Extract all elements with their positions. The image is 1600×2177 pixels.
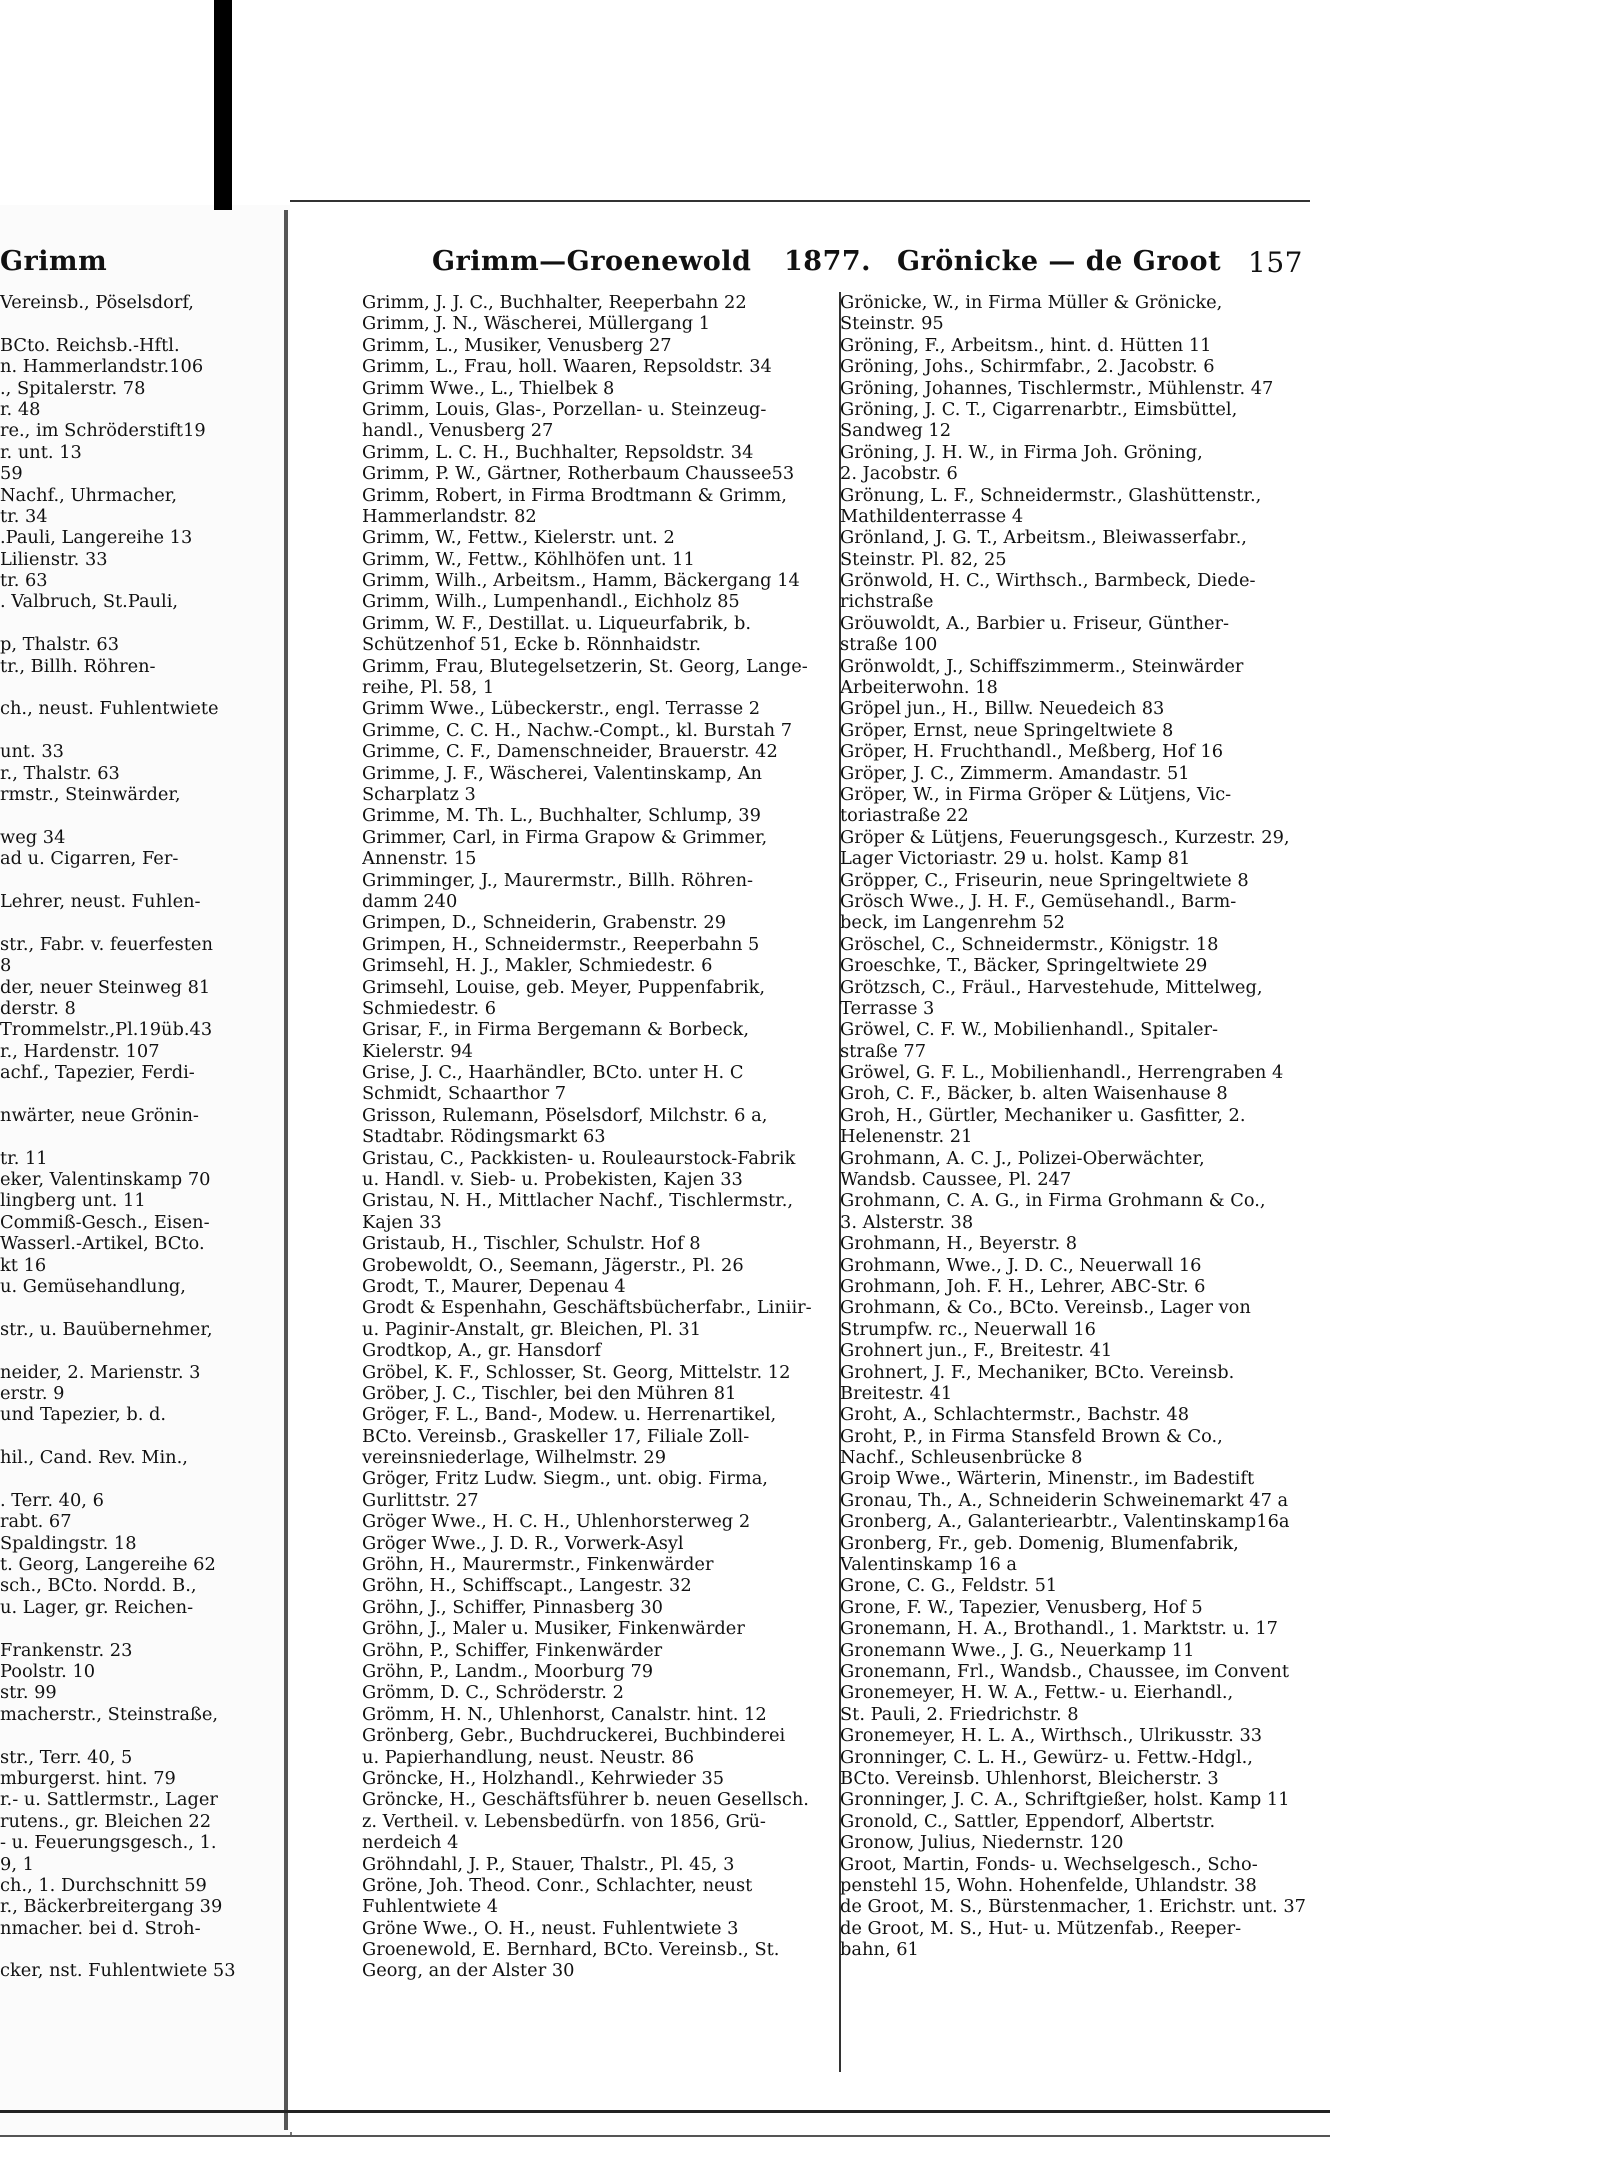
entry-line: Grimme, M. Th. L., Buchhalter, Schlump, 39 <box>362 805 761 827</box>
entry-line: Gronemeyer, H. W. A., Fettw.- u. Eierhandl., <box>840 1682 1234 1704</box>
entry-line: richstraße <box>840 591 934 613</box>
entry-line: Groh, H., Gürtler, Mechaniker u. Gasfitter, 2. <box>840 1104 1246 1126</box>
entry-line <box>0 912 282 933</box>
entry-line <box>0 1939 282 1960</box>
entry-line: r. 48 <box>0 398 41 420</box>
entry-line: rabt. 67 <box>0 1511 72 1533</box>
entry-line: u. Gemüsehandlung, <box>0 1275 186 1297</box>
entry-line: straße 100 <box>840 634 938 656</box>
entry-line: Stadtabr. Rödingsmarkt 63 <box>362 1126 606 1148</box>
running-head-year: 1877. <box>784 246 872 277</box>
entry-line: Groht, P., in Firma Stansfeld Brown & Co., <box>840 1425 1223 1447</box>
entry-line: Gröber, J. C., Tischler, bei den Mühren 81 <box>362 1382 737 1404</box>
entry-line: Frankenstr. 23 <box>0 1639 133 1661</box>
entry-line: Grohmann, Wwe., J. D. C., Neuerwall 16 <box>840 1254 1202 1276</box>
entry-line: Grimm Wwe., Lübeckerstr., engl. Terrasse 2 <box>362 698 761 720</box>
entry-line: Grösch Wwe., J. H. F., Gemüsehandl., Barm- <box>840 890 1237 912</box>
entry-line: Grimm, L., Frau, holl. Waaren, Repsoldstr. 34 <box>362 356 772 378</box>
entry-line: Grönwold, H. C., Wirthsch., Barmbeck, Diede- <box>840 570 1256 592</box>
entry-line: Gronemann, H. A., Brothandl., 1. Marktstr. u. 17 <box>840 1618 1278 1640</box>
running-head-right: Grönicke — de Groot <box>897 246 1222 277</box>
entry-line: Scharplatz 3 <box>362 783 476 805</box>
entry-line <box>0 1618 282 1639</box>
entry-line: Gröger Wwe., J. D. R., Vorwerk-Asyl <box>362 1532 684 1554</box>
entry-line: Grönicke, W., in Firma Müller & Grönicke, <box>840 292 1223 313</box>
entry-line: Grohmann, & Co., BCto. Vereinsb., Lager von <box>840 1297 1251 1319</box>
entry-line <box>0 677 282 698</box>
entry-line: Groh, C. F., Bäcker, b. alten Waisenhause 8 <box>840 1083 1228 1105</box>
entry-line: macherstr., Steinstraße, <box>0 1703 219 1725</box>
entry-line: Gronow, Julius, Niedernstr. 120 <box>840 1832 1124 1854</box>
entry-line: Gronninger, C. L. H., Gewürz- u. Fettw.-Hdgl., <box>840 1746 1253 1768</box>
entry-line: Gröper & Lütjens, Feuerungsgesch., Kurzestr. 29, <box>840 826 1290 848</box>
entry-line: sch., BCto. Nordd. B., <box>0 1575 197 1597</box>
entry-line: nerdeich 4 <box>362 1832 459 1854</box>
entry-line: r., Bäckerbreitergang 39 <box>0 1896 223 1918</box>
entry-line: Gronold, C., Sattler, Eppendorf, Albertstr. <box>840 1810 1216 1832</box>
entry-line: Gristau, N. H., Mittlacher Nachf., Tischlermstr., <box>362 1190 794 1212</box>
entry-line: str., Fabr. v. feuerfesten <box>0 933 213 955</box>
entry-line: und Tapezier, b. d. <box>0 1404 167 1426</box>
entry-line: Groeschke, T., Bäcker, Springeltwiete 29 <box>840 955 1208 977</box>
entry-line: Grohmann, A. C. J., Polizei-Oberwächter, <box>840 1147 1205 1169</box>
left-running-head: Grimm <box>0 246 108 277</box>
entry-line: Gröger, Fritz Ludw. Siegm., unt. obig. Firma, <box>362 1468 768 1490</box>
entry-line: Grisson, Rulemann, Pöselsdorf, Milchstr. 6 a, <box>362 1104 768 1126</box>
entry-line: nwärter, neue Grönin- <box>0 1104 199 1126</box>
entry-line <box>0 1468 282 1489</box>
entry-line: Grimsehl, H. J., Makler, Schmiedestr. 6 <box>362 955 713 977</box>
entry-line: Grodtkop, A., gr. Hansdorf <box>362 1340 601 1362</box>
entry-line <box>0 870 282 891</box>
entry-line: Steinstr. Pl. 82, 25 <box>840 548 1007 570</box>
middle-column <box>362 292 838 1982</box>
entry-line: Lehrer, neust. Fuhlen- <box>0 890 201 912</box>
entry-line: Grimpen, D., Schneiderin, Grabenstr. 29 <box>362 912 727 934</box>
entry-line: ., Spitalerstr. 78 <box>0 377 146 399</box>
entry-line: Gristau, C., Packkisten- u. Rouleaurstock-Fabrik <box>362 1147 796 1169</box>
entry-line: Gröhn, P., Schiffer, Finkenwärder <box>362 1639 663 1661</box>
entry-line: Grimm, Wilh., Arbeitsm., Hamm, Bäckergang 14 <box>362 570 800 592</box>
entry-line: r., Hardenstr. 107 <box>0 1040 160 1062</box>
entry-line: Grimm, W., Fettw., Köhlhöfen unt. 11 <box>362 548 695 570</box>
entry-line: Grimme, C. F., Damenschneider, Brauerstr. 42 <box>362 741 778 763</box>
entry-line: Gröschel, C., Schneidermstr., Königstr. 18 <box>840 933 1219 955</box>
entry-line: str., u. Bauübernehmer, <box>0 1318 213 1340</box>
entry-line: 9, 1 <box>0 1853 34 1875</box>
entry-line: Gröpel jun., H., Billw. Neuedeich 83 <box>840 698 1165 720</box>
entry-line: Gröuwoldt, A., Barbier u. Friseur, Günther- <box>840 612 1229 634</box>
entry-line: Hammerlandstr. 82 <box>362 505 537 527</box>
entry-line: Gröncke, H., Geschäftsführer b. neuen Gesellsch. <box>362 1789 809 1811</box>
entry-line: Kajen 33 <box>362 1211 442 1233</box>
entry-line: u. Paginir-Anstalt, gr. Bleichen, Pl. 31 <box>362 1318 702 1340</box>
entry-line: rmstr., Steinwärder, <box>0 783 181 805</box>
entry-line: tr. 63 <box>0 570 48 592</box>
entry-line: Gröger, F. L., Band-, Modew. u. Herrenartikel, <box>362 1404 777 1426</box>
entry-line: p, Thalstr. 63 <box>0 634 120 656</box>
entry-line: Gröbel, K. F., Schlosser, St. Georg, Mittelstr. 12 <box>362 1361 791 1383</box>
entry-line: Grimminger, J., Maurermstr., Billh. Röhren- <box>362 869 754 891</box>
entry-line <box>0 313 282 334</box>
entry-line: BCto. Vereinsb., Graskeller 17, Filiale Zoll- <box>362 1425 750 1447</box>
entry-line: Gronau, Th., A., Schneiderin Schweinemarkt 47 a <box>840 1489 1289 1511</box>
entry-line: BCto. Reichsb.-Hftl. <box>0 334 180 356</box>
entry-line: 8 <box>0 955 12 977</box>
entry-line: Grohnert jun., F., Breitestr. 41 <box>840 1340 1113 1362</box>
entry-line: Grimm, W. F., Destillat. u. Liqueurfabrik, b. <box>362 612 751 634</box>
entry-line: Groht, A., Schlachtermstr., Bachstr. 48 <box>840 1404 1190 1426</box>
entry-line: Gristaub, H., Tischler, Schulstr. Hof 8 <box>362 1233 701 1255</box>
entry-line: Gröning, F., Arbeitsm., hint. d. Hütten 11 <box>840 334 1212 356</box>
entry-line: Annenstr. 15 <box>362 848 477 870</box>
entry-line: Grönung, L. F., Schneidermstr., Glashüttenstr., <box>840 484 1262 506</box>
entry-line: Grimsehl, Louise, geb. Meyer, Puppenfabrik, <box>362 976 766 998</box>
entry-line <box>0 1426 282 1447</box>
entry-line: Gröpper, C., Friseurin, neue Springeltwiete 8 <box>840 869 1249 891</box>
entry-line: .Pauli, Langereihe 13 <box>0 527 193 549</box>
entry-line: Gröning, Johannes, Tischlermstr., Mühlenstr. 47 <box>840 377 1274 399</box>
entry-line: de Groot, M. S., Hut- u. Mützenfab., Reeper- <box>840 1917 1242 1939</box>
entry-line: Gröhn, J., Maler u. Musiker, Finkenwärder <box>362 1618 745 1640</box>
entry-line: handl., Venusberg 27 <box>362 420 554 442</box>
entry-line: Grone, C. G., Feldstr. 51 <box>840 1575 1058 1597</box>
entry-line: Grimm, Robert, in Firma Brodtmann & Grimm, <box>362 484 787 506</box>
entry-line: Gröger Wwe., H. C. H., Uhlenhorsterweg 2 <box>362 1511 751 1533</box>
entry-line: Gröncke, H., Holzhandl., Kehrwieder 35 <box>362 1767 725 1789</box>
entry-line: Trommelstr.,Pl.19üb.43 <box>0 1019 213 1041</box>
entry-line: Wandsb. Caussee, Pl. 247 <box>840 1169 1072 1191</box>
entry-line: tr., Billh. Röhren- <box>0 655 156 677</box>
entry-line: str. 99 <box>0 1682 57 1704</box>
entry-line: Terrasse 3 <box>840 997 935 1019</box>
entry-line: Grimm, P. W., Gärtner, Rotherbaum Chaussee53 <box>362 463 795 485</box>
entry-line: reihe, Pl. 58, 1 <box>362 677 495 699</box>
entry-line: Grönland, J. G. T., Arbeitsm., Bleiwasserfabr., <box>840 527 1247 549</box>
entry-line: Grodt & Espenhahn, Geschäftsbücherfabr., Liniir- <box>362 1297 812 1319</box>
left-page-column <box>0 292 282 1982</box>
entry-line: Gronemeyer, H. L. A., Wirthsch., Ulrikusstr. 33 <box>840 1725 1263 1747</box>
entry-line: Grohmann, H., Beyerstr. 8 <box>840 1233 1078 1255</box>
entry-line: Grone, F. W., Tapezier, Venusberg, Hof 5 <box>840 1596 1203 1618</box>
entry-line: r. unt. 13 <box>0 441 82 463</box>
entry-line: Nachf., Uhrmacher, <box>0 484 178 506</box>
entry-line: Kielerstr. 94 <box>362 1040 473 1062</box>
entry-line: z. Vertheil. v. Lebensbedürfn. von 1856, Grü- <box>362 1810 766 1832</box>
entry-line: Gronemann, Frl., Wandsb., Chaussee, im Convent <box>840 1661 1290 1682</box>
entry-line: Gurlittstr. 27 <box>362 1489 479 1511</box>
entry-line: u. Papierhandlung, neust. Neustr. 86 <box>362 1746 695 1768</box>
entry-line: Steinstr. 95 <box>840 313 944 335</box>
entry-line: Grimm Wwe., L., Thielbek 8 <box>362 377 615 399</box>
entry-line: Sandweg 12 <box>840 420 952 442</box>
entry-line: Commiß-Gesch., Eisen- <box>0 1211 210 1233</box>
entry-line: BCto. Vereinsb. Uhlenhorst, Bleicherstr. 3 <box>840 1767 1219 1789</box>
entry-line: rutens., gr. Bleichen 22 <box>0 1810 212 1832</box>
entry-line: Gröper, H. Fruchthandl., Meßberg, Hof 16 <box>840 741 1224 763</box>
entry-line: Gröhn, H., Schiffscapt., Langestr. 32 <box>362 1575 692 1597</box>
entry-line: Spaldingstr. 18 <box>0 1532 137 1554</box>
entry-line: Grohnert, J. F., Mechaniker, BCto. Vereinsb. <box>840 1361 1235 1383</box>
entry-line: 2. Jacobstr. 6 <box>840 463 958 485</box>
entry-line: derstr. 8 <box>0 997 76 1019</box>
entry-line: unt. 33 <box>0 741 64 763</box>
entry-line: Wasserl.-Artikel, BCto. <box>0 1233 205 1255</box>
entry-line: re., im Schröderstift19 <box>0 420 206 442</box>
entry-line: Lager Victoriastr. 29 u. holst. Kamp 81 <box>840 848 1191 870</box>
entry-line: eker, Valentinskamp 70 <box>0 1169 211 1191</box>
entry-line: Mathildenterrasse 4 <box>840 505 1024 527</box>
entry-line: bahn, 61 <box>840 1939 919 1961</box>
entry-line: Fuhlentwiete 4 <box>362 1896 499 1918</box>
entry-line: achf., Tapezier, Ferdi- <box>0 1062 195 1084</box>
entry-line: Gröne Wwe., O. H., neust. Fuhlentwiete 3 <box>362 1917 739 1939</box>
entry-line: Breitestr. 41 <box>840 1382 953 1404</box>
entry-line: Grimm, J. J. C., Buchhalter, Reeperbahn 22 <box>362 292 747 313</box>
entry-line: Grimm, L. C. H., Buchhalter, Repsoldstr. 34 <box>362 441 754 463</box>
entry-line: St. Pauli, 2. Friedrichstr. 8 <box>840 1703 1079 1725</box>
entry-line: Groenewold, E. Bernhard, BCto. Vereinsb., St. <box>362 1939 780 1961</box>
entry-line: Grimm, J. N., Wäscherei, Müllergang 1 <box>362 313 711 335</box>
binding-shadow <box>214 0 232 210</box>
entry-line: cker, nst. Fuhlentwiete 53 <box>0 1960 236 1982</box>
entry-line: Arbeiterwohn. 18 <box>840 677 998 699</box>
entry-line: straße 77 <box>840 1040 927 1062</box>
entry-line: Grimm, Frau, Blutegelsetzerin, St. Georg, Lange- <box>362 655 808 677</box>
entry-line: Schmidt, Schaarthor 7 <box>362 1083 567 1105</box>
entry-line: tr. 11 <box>0 1147 48 1169</box>
entry-line <box>0 1126 282 1147</box>
entry-line <box>0 1083 282 1104</box>
entry-line: Groip Wwe., Wärterin, Minenstr., im Badestift <box>840 1468 1255 1490</box>
entry-line: Gröhn, J., Schiffer, Pinnasberg 30 <box>362 1596 663 1618</box>
entry-line: 59 <box>0 463 23 485</box>
entry-line: Gröper, Ernst, neue Springeltwiete 8 <box>840 719 1174 741</box>
entry-line: Gröwel, C. F. W., Mobilienhandl., Spitaler- <box>840 1019 1218 1041</box>
entry-line: beck, im Langenrehm 52 <box>840 912 1065 934</box>
entry-line: Gröne, Joh. Theod. Conr., Schlachter, neust <box>362 1874 753 1896</box>
entry-line: Grimmer, Carl, in Firma Grapow & Grimmer, <box>362 826 768 848</box>
running-head-left: Grimm—Groenewold <box>432 246 752 277</box>
entry-line: Helenenstr. 21 <box>840 1126 973 1148</box>
page-fold <box>284 210 288 2130</box>
entry-line: Valentinskamp 16 a <box>840 1554 1018 1576</box>
entry-line: de Groot, M. S., Bürstenmacher, 1. Erichstr. unt. 37 <box>840 1896 1306 1918</box>
page-bottom-edge <box>0 2110 1330 2137</box>
entry-line: . Terr. 40, 6 <box>0 1489 104 1511</box>
entry-line: . Valbruch, St.Pauli, <box>0 591 179 613</box>
entry-line: Grimme, C. C. H., Nachw.-Compt., kl. Burstah 7 <box>362 719 793 741</box>
entry-line: Georg, an der Alster 30 <box>362 1960 575 1982</box>
entry-line <box>0 720 282 741</box>
entry-line: Lilienstr. 33 <box>0 548 108 570</box>
entry-line: Gronberg, Fr., geb. Domenig, Blumenfabrik, <box>840 1532 1239 1554</box>
entry-line: Schmiedestr. 6 <box>362 997 497 1019</box>
entry-line: Gronemann Wwe., J. G., Neuerkamp 11 <box>840 1639 1195 1661</box>
entry-line: Grönberg, Gebr., Buchdruckerei, Buchbinderei <box>362 1725 786 1747</box>
entry-line <box>0 805 282 826</box>
entry-line: Gröhn, H., Maurermstr., Finkenwärder <box>362 1554 714 1576</box>
entry-line: Gröning, J. C. T., Cigarrenarbtr., Eimsbüttel, <box>840 398 1238 420</box>
entry-line: Poolstr. 10 <box>0 1661 96 1682</box>
entry-line: Grimm, W., Fettw., Kielerstr. unt. 2 <box>362 527 675 549</box>
entry-line: nmacher. bei d. Stroh- <box>0 1917 201 1939</box>
entry-line: Gröning, J. H. W., in Firma Joh. Gröning, <box>840 441 1203 463</box>
entry-line: Grömm, D. C., Schröderstr. 2 <box>362 1682 624 1704</box>
entry-line: Nachf., Schleusenbrücke 8 <box>840 1447 1083 1469</box>
entry-line: Gröwel, G. F. L., Mobilienhandl., Herrengraben 4 <box>840 1062 1284 1084</box>
entry-line: ch., neust. Fuhlentwiete <box>0 698 219 720</box>
entry-line: Grohmann, Joh. F. H., Lehrer, ABC-Str. 6 <box>840 1275 1206 1297</box>
page-number: 157 <box>1248 246 1303 279</box>
entry-line: erstr. 9 <box>0 1382 65 1404</box>
entry-line: ad u. Cigarren, Fer- <box>0 848 179 870</box>
entry-line: Grimpen, H., Schneidermstr., Reeperbahn 5 <box>362 933 760 955</box>
entry-line: Gronberg, A., Galanteriearbtr., Valentinskamp16a <box>840 1511 1290 1533</box>
entry-line: str., Terr. 40, 5 <box>0 1746 133 1768</box>
entry-line: Grötzsch, C., Fräul., Harvestehude, Mittelweg, <box>840 976 1263 998</box>
entry-line: lingberg unt. 11 <box>0 1190 146 1212</box>
entry-line: Gröper, J. C., Zimmerm. Amandastr. 51 <box>840 762 1190 784</box>
entry-line: Vereinsb., Pöselsdorf, <box>0 292 194 313</box>
entry-line <box>0 1340 282 1361</box>
entry-line: Strumpfw. rc., Neuerwall 16 <box>840 1318 1096 1340</box>
entry-line: Grisar, F., in Firma Bergemann & Borbeck, <box>362 1019 749 1041</box>
entry-line: t. Georg, Langereihe 62 <box>0 1554 216 1576</box>
entry-line: u. Handl. v. Sieb- u. Probekisten, Kajen 33 <box>362 1169 743 1191</box>
entry-line: n. Hammerlandstr.106 <box>0 356 204 378</box>
entry-line: Grimm, L., Musiker, Venusberg 27 <box>362 334 672 356</box>
entry-line: u. Lager, gr. Reichen- <box>0 1596 194 1618</box>
right-column <box>840 292 1316 1960</box>
entry-line: Gröning, Johs., Schirmfabr., 2. Jacobstr. 6 <box>840 356 1215 378</box>
entry-line: damm 240 <box>362 890 458 912</box>
entry-line: kt 16 <box>0 1254 47 1276</box>
entry-line: penstehl 15, Wohn. Hohenfelde, Uhlandstr. 38 <box>840 1874 1257 1896</box>
entry-line: Grise, J. C., Haarhändler, BCto. unter H. C <box>362 1062 744 1084</box>
entry-line: vereinsniederlage, Wilhelmstr. 29 <box>362 1447 667 1469</box>
entry-line: Groot, Martin, Fonds- u. Wechselgesch., Scho- <box>840 1853 1258 1875</box>
entry-line <box>0 1297 282 1318</box>
entry-line: Grömm, H. N., Uhlenhorst, Canalstr. hint. 12 <box>362 1703 767 1725</box>
entry-line: Gröhndahl, J. P., Stauer, Thalstr., Pl. 45, 3 <box>362 1853 735 1875</box>
entry-line: Gröhn, P., Landm., Moorburg 79 <box>362 1661 654 1682</box>
entry-line: Gronninger, J. C. A., Schriftgießer, holst. Kamp 11 <box>840 1789 1290 1811</box>
entry-line: der, neuer Steinweg 81 <box>0 976 211 998</box>
entry-line: ch., 1. Durchschnitt 59 <box>0 1874 207 1896</box>
entry-line: Grimm, Louis, Glas-, Porzellan- u. Steinzeug- <box>362 398 767 420</box>
entry-line: Grimme, J. F., Wäscherei, Valentinskamp, An <box>362 762 763 784</box>
entry-line: Schützenhof 51, Ecke b. Rönnhaidstr. <box>362 634 702 656</box>
entry-line: - u. Feuerungsgesch., 1. <box>0 1832 217 1854</box>
entry-line: Gröper, W., in Firma Gröper & Lütjens, Vic- <box>840 783 1232 805</box>
entry-line <box>0 1725 282 1746</box>
entry-line: neider, 2. Marienstr. 3 <box>0 1361 201 1383</box>
entry-line: Grimm, Wilh., Lumpenhandl., Eichholz 85 <box>362 591 740 613</box>
entry-line: Grohmann, C. A. G., in Firma Grohmann & Co., <box>840 1190 1266 1212</box>
entry-line: toriastraße 22 <box>840 805 969 827</box>
entry-line: tr. 34 <box>0 505 48 527</box>
entry-line: 3. Alsterstr. 38 <box>840 1211 974 1233</box>
entry-line: r., Thalstr. 63 <box>0 762 120 784</box>
entry-line: r.- u. Sattlermstr., Lager <box>0 1789 218 1811</box>
entry-line: Grobewoldt, O., Seemann, Jägerstr., Pl. 26 <box>362 1254 744 1276</box>
entry-line: Grodt, T., Maurer, Depenau 4 <box>362 1275 626 1297</box>
entry-line: Grönwoldt, J., Schiffszimmerm., Steinwärder <box>840 655 1244 677</box>
entry-line: weg 34 <box>0 826 66 848</box>
entry-line <box>0 613 282 634</box>
entry-line: mburgerst. hint. 79 <box>0 1767 176 1789</box>
entry-line: hil., Cand. Rev. Min., <box>0 1447 188 1469</box>
